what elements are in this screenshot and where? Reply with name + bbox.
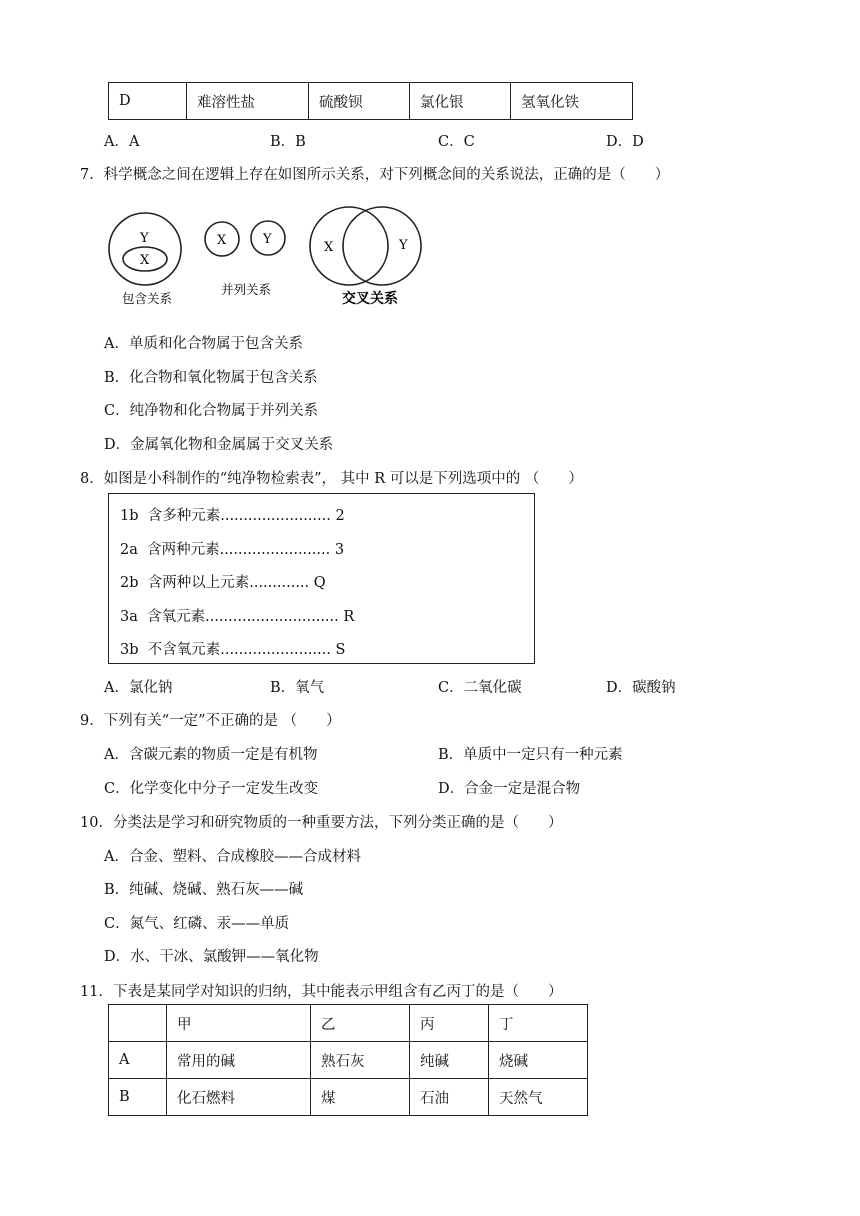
q7-option-c: C．纯净物和化合物属于并列关系: [104, 403, 319, 419]
key-row: [120, 504, 345, 525]
table-cell: 常用的碱: [167, 1042, 311, 1079]
q10-option-d: D．水、干冰、氯酸钾——氧化物: [104, 949, 319, 965]
q10-option-c: C．氮气、红磷、汞——单质: [104, 916, 290, 932]
q6-option-a: A．A: [104, 134, 140, 150]
table-row: [109, 1079, 588, 1116]
q9-stem: 9．下列有关“一定”不正确的是 （ ）: [80, 713, 341, 729]
key-dots: ........................: [220, 642, 331, 658]
key-result: 2: [335, 508, 345, 524]
parallel-left-label: X: [217, 233, 227, 248]
q7-option-b: B．化合物和氧化物属于包含关系: [104, 370, 318, 386]
q6-option-b: B．B: [270, 134, 306, 150]
q6-table: [108, 82, 633, 120]
q10-option-b: B．纯碱、烧碱、熟石灰——碱: [104, 882, 304, 898]
key-text: 含氧元素: [147, 609, 206, 625]
q10-stem: 10．分类法是学习和研究物质的一种重要方法，下列分类正确的是（ ）: [80, 815, 563, 831]
table-cell: 难溶性盐: [187, 83, 309, 120]
key-code: 2b: [120, 575, 139, 591]
q7-stem: 7．科学概念之间在逻辑上存在如图所示关系，对下列概念间的关系说法，正确的是（ ）: [80, 167, 670, 183]
inclusion-inner-label: X: [140, 253, 150, 268]
table-cell: D: [109, 83, 187, 120]
table-header-row: [109, 1005, 588, 1042]
table-cell: B: [109, 1079, 167, 1116]
q9-option-a: A．含碳元素的物质一定是有机物: [104, 747, 318, 763]
table-cell: 乙: [311, 1005, 410, 1042]
q6-option-c: C．C: [438, 134, 475, 150]
key-code: 3b: [120, 642, 139, 658]
key-result: 3: [334, 542, 345, 558]
q11-stem: 11．下表是某同学对知识的归纳，其中能表示甲组含有乙丙丁的是（ ）: [80, 984, 563, 1000]
inclusion-outer-label: Y: [140, 231, 149, 246]
key-dots: ........................: [220, 508, 331, 524]
q8-option-b: B．氧气: [270, 680, 325, 696]
inclusion-caption: 包含关系: [122, 291, 173, 306]
table-cell: 化石燃料: [167, 1079, 311, 1116]
key-result: S: [335, 642, 346, 658]
parallel-caption: 并列关系: [221, 282, 272, 297]
key-dots: .............................: [205, 609, 339, 625]
q7-option-a: A．单质和化合物属于包含关系: [104, 336, 303, 352]
q6-option-d: D．D: [606, 134, 644, 150]
key-row: [120, 638, 345, 659]
q9-option-c: C．化学变化中分子一定发生改变: [104, 781, 319, 797]
key-dots: ........................: [219, 542, 331, 558]
q10-option-a: A．合金、塑料、合成橡胶——合成材料: [104, 849, 361, 865]
intersection-left-circle: [310, 207, 388, 285]
table-cell: [109, 1005, 167, 1042]
table-cell: 甲: [167, 1005, 311, 1042]
q7-option-d: D．金属氧化物和金属属于交叉关系: [104, 437, 334, 453]
key-row: [120, 538, 344, 559]
table-cell: A: [109, 1042, 167, 1079]
q8-stem: 8．如图是小科制作的“纯净物检索表”， 其中 R 可以是下列选项中的 （ ）: [80, 471, 583, 487]
intersection-caption: 交叉关系: [342, 291, 398, 307]
key-code: 3a: [120, 609, 138, 625]
key-text: 不含氧元素: [147, 642, 221, 658]
parallel-right-label: Y: [263, 232, 272, 247]
q9-option-d: D．合金一定是混合物: [438, 781, 581, 797]
table-cell: 天然气: [489, 1079, 588, 1116]
table-cell: 氯化银: [410, 83, 511, 120]
key-text: 含多种元素: [147, 508, 221, 524]
q7-venn-figure: [104, 204, 434, 314]
table-cell: 熟石灰: [311, 1042, 410, 1079]
q8-option-c: C．二氧化碳: [438, 680, 522, 696]
table-cell: 烧碱: [489, 1042, 588, 1079]
table-cell: 硫酸钡: [309, 83, 410, 120]
q8-dichotomous-key: [108, 493, 535, 664]
key-text: 含两种元素: [147, 542, 220, 558]
inclusion-outer-circle: [109, 213, 181, 285]
table-row: [109, 1042, 588, 1079]
q9-option-b: B．单质中一定只有一种元素: [438, 747, 623, 763]
key-result: Q: [313, 575, 326, 591]
table-cell: 煤: [311, 1079, 410, 1116]
table-cell: 纯碱: [410, 1042, 489, 1079]
table-cell: 石油: [410, 1079, 489, 1116]
key-result: R: [343, 609, 355, 625]
key-dots: .............: [249, 575, 310, 591]
key-text: 含两种以上元素: [147, 575, 250, 591]
key-code: 2a: [120, 542, 138, 558]
table-cell: 丁: [489, 1005, 588, 1042]
intersection-right-circle: [343, 207, 421, 285]
key-row: [120, 571, 326, 592]
q8-option-d: D．碳酸钠: [606, 680, 676, 696]
key-code: 1b: [120, 508, 139, 524]
intersection-right-label: Y: [399, 238, 408, 253]
key-row: [120, 605, 354, 626]
intersection-left-label: X: [324, 240, 334, 255]
q8-option-a: A．氯化钠: [104, 680, 173, 696]
table-row: [109, 83, 633, 120]
table-cell: 氢氧化铁: [511, 83, 633, 120]
table-cell: 丙: [410, 1005, 489, 1042]
q11-table: [108, 1004, 588, 1116]
